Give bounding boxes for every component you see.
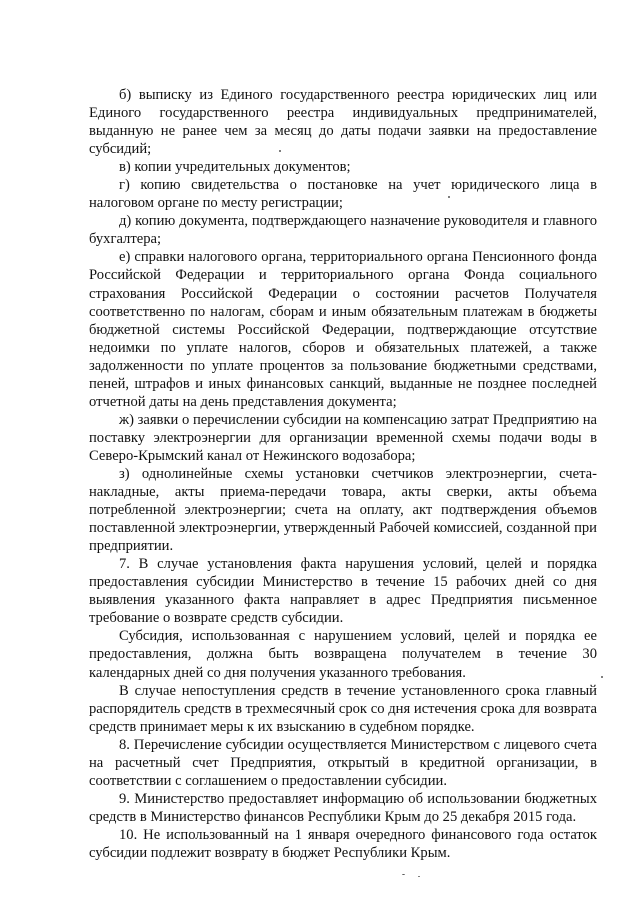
paragraph-e: е) справки налогового органа, территориального органа Пенсионного фонда Российской Федерации и территориального органа Фонда социального страхования Российской Федерации о состоянии расчетов Получателя соответственно по налогам, сборам и иным обязательным платежам в бюджеты бюджетной системы Российской Федерации, подтверждающие отсутствие недоимки по уплате налогов, сборов и обязательных платежей, а также задолженности по уплате процентов за пользование бюджетными средствами, пеней, штрафов и иных финансовых санкций, выданные не позднее последней отчетной даты на день представления документа; <box>89 249 597 410</box>
paragraph-9: 9. Министерство предоставляет информацию об использовании бюджетных средств в Министерство финансов Республики Крым до 25 декабря 2015 года. <box>89 790 597 825</box>
paragraph-b: б) выписку из Единого государственного реестра юридических лиц или Единого государственного реестра индивидуальных предпринимателей, выданную не ранее чем за месяц до даты подачи заявки на предоставление субсидий; <box>89 87 597 158</box>
paragraph-7-non-receipt: В случае непоступления средств в течение установленного срока главный распорядитель средств в трехмесячный срок со дня истечения срока для возврата средств принимает меры к их взысканию в судебном порядке. <box>89 682 597 735</box>
paragraph-g: г) копию свидетельства о постановке на учет юридического лица в налоговом органе по месту регистрации; <box>89 177 597 212</box>
paragraph-z: з) однолинейные схемы установки счетчиков электроэнергии, счета-накладные, акты приема-передачи товара, акты сверки, акты объема потребленной электроэнергии; счета на оплату, акт подтверждения объемов поставленной электроэнергии, утвержденный Рабочей комиссией, созданной при предприятии. <box>89 465 597 555</box>
paragraph-v: в) копии учредительных документов; <box>119 159 351 176</box>
scan-speck <box>402 874 405 875</box>
paragraph-zh: ж) заявки о перечислении субсидии на компенсацию затрат Предприятию на поставку электроэнергии для организации временной схемы подачи воды в Северо-Крымский канал от Нежинского водозабора; <box>89 411 597 464</box>
scan-speck <box>418 876 420 877</box>
paragraph-7-subsidy-return: Субсидия, использованная с нарушением условий, целей и порядка ее предоставления, должна быть возвращена получателем в течение 30 календарных дней со дня получения указанного требования. <box>89 628 597 681</box>
paragraph-7: 7. В случае установления факта нарушения условий, целей и порядка предоставления субсидии Министерство в течение 15 рабочих дней со дня выявления указанного факта направляет в адрес Предприятия письменное требование о возврате средств субсидии. <box>89 556 597 627</box>
scan-speck <box>448 196 450 198</box>
paragraph-8: 8. Перечисление субсидии осуществляется Министерством с лицевого счета на расчетный счет Предприятия, открытый в кредитной организации, в соответствии с соглашением о предоставлении субсидии. <box>89 736 597 789</box>
scan-speck <box>601 676 603 678</box>
document-body <box>89 86 597 862</box>
paragraph-d: д) копию документа, подтверждающего назначение руководителя и главного бухгалтера; <box>89 213 597 248</box>
scan-speck <box>279 150 281 152</box>
paragraph-10: 10. Не использованный на 1 января очередного финансового года остаток субсидии подлежит возврату в бюджет Республики Крым. <box>89 826 597 861</box>
